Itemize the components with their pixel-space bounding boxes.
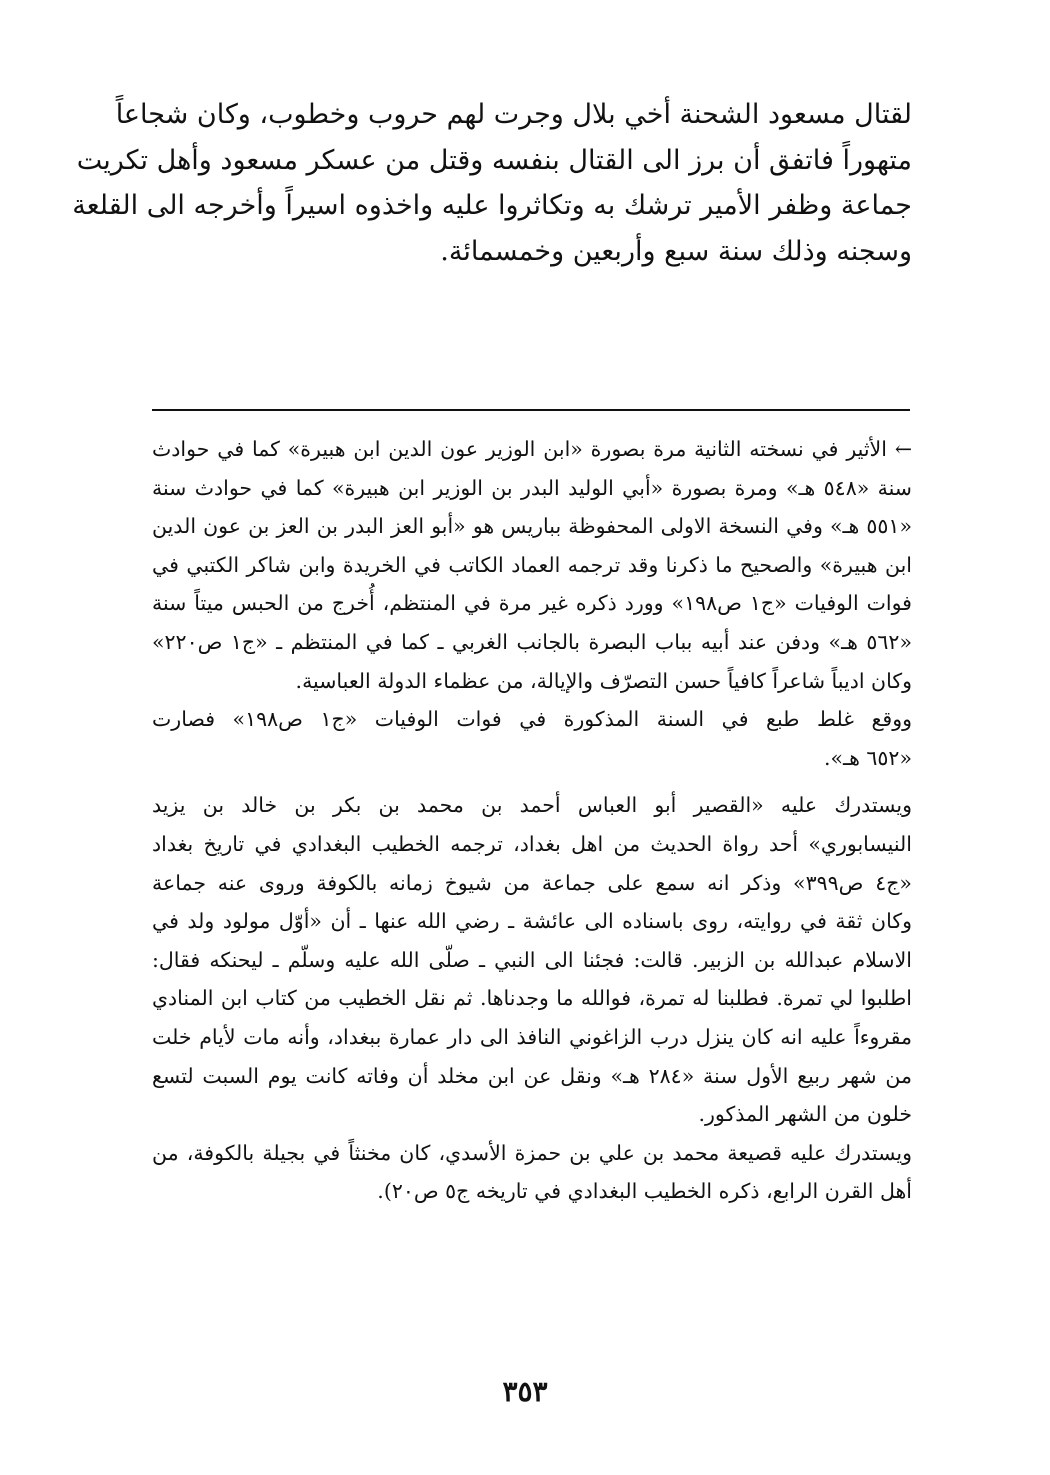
main-text-line: وسجنه وذلك سنة سبع وأربعين وخمسمائة. xyxy=(440,235,912,267)
footnote-line: ابن هبيرة» والصحيح ما ذكرنا وقد ترجمه العماد الكاتب في الخريدة وابن شاكر الكتبي في xyxy=(152,552,912,577)
footnote-line: «٥٥١ هـ» وفي النسخة الاولى المحفوظة بباريس هو «أبو العز البدر بن العز بن عون الدين xyxy=(152,514,912,539)
main-text-line: لقتال مسعود الشحنة أخي بلال وجرت لهم حروب وخطوب، وكان شجاعاً xyxy=(115,99,912,130)
footnote-paragraph xyxy=(152,786,912,1133)
main-text-line: جماعة وظفر الأمير ترشك به وتكاثروا عليه واخذوه اسيراً وأخرجه الى القلعة xyxy=(72,190,912,221)
footnote-line: النيسابوري» أحد رواة الحديث من اهل بغداد، ترجمه الخطيب البغدادي في تاريخ بغداد xyxy=(152,831,912,856)
footnote-line: «٦٥٢ هـ». xyxy=(824,745,912,770)
footnote-line: وكان ثقة في روايته، روى باسناده الى عائشة ـ رضي الله عنها ـ أن «أوّل مولود ولد في xyxy=(152,909,912,934)
footnote-line: أهل القرن الرابع، ذكره الخطيب البغدادي في تاريخه ج٥ ص٢٠). xyxy=(377,1179,912,1204)
footnote-line: ويستدرك عليه «القصير أبو العباس أحمد بن محمد بن بكر بن خالد بن يزيد xyxy=(152,793,912,818)
footnote-line: «ج٤ ص٣٩٩» وذكر انه سمع على جماعة من شيوخ زمانه بالكوفة وروى عنه جماعة xyxy=(152,870,912,895)
footnote-paragraph xyxy=(152,430,912,700)
footnote-line: مقروءاً عليه انه كان ينزل درب الزاغوني النافذ الى دار عمارة ببغداد، وأنه مات لأيام خلت xyxy=(152,1024,912,1049)
page-number: ٣٥٣ xyxy=(502,1375,548,1408)
footnote-paragraph xyxy=(152,700,912,777)
footnotes-block xyxy=(152,430,912,1211)
footnote-paragraph xyxy=(152,1134,912,1211)
footnote-line: وكان اديباً شاعراً كافياً حسن التصرّف والإيالة، من عظماء الدولة العباسية. xyxy=(295,668,912,693)
footnote-line: خلون من الشهر المذكور. xyxy=(698,1102,912,1127)
main-text-block xyxy=(72,92,912,274)
footnote-line: الاسلام عبدالله بن الزبير. قالت: فجئنا الى النبي ـ صلّى الله عليه وسلّم ـ ليحنكه فقال: xyxy=(152,947,912,972)
footnote-line: اطلبوا لي تمرة. فطلبنا له تمرة، فوالله ما وجدناها. ثم نقل الخطيب من كتاب ابن المنادي xyxy=(152,986,912,1011)
footnote-line: «٥٦٢ هـ» ودفن عند أبيه بباب البصرة بالجانب الغربي ـ كما في المنتظم ـ «ج١ ص٢٢٠» xyxy=(152,629,912,654)
footnote-separator-rule xyxy=(152,409,910,411)
footnote-line: سنة «٥٤٨ هـ» ومرة بصورة «أبي الوليد البدر بن الوزير ابن هبيرة» كما في حوادث سنة xyxy=(152,475,912,500)
footnote-line: فوات الوفيات «ج١ ص١٩٨» وورد ذكره غير مرة في المنتظم، أُخرج من الحبس ميتاً سنة xyxy=(152,591,912,616)
footnote-line: ووقع غلط طبع في السنة المذكورة في فوات الوفيات «ج١ ص١٩٨» فصارت xyxy=(152,707,912,732)
footnote-line: ← الأثير في نسخته الثانية مرة بصورة «ابن الوزير عون الدين ابن هبيرة» كما في حوادث xyxy=(152,437,912,461)
main-text-line: متهوراً فاتفق أن برز الى القتال بنفسه وقتل من عسكر مسعود وأهل تكريت xyxy=(76,144,912,176)
footnote-line: من شهر ربيع الأول سنة «٢٨٤ هـ» ونقل عن ابن مخلد أن وفاته كانت يوم السبت لتسع xyxy=(152,1063,912,1088)
footnote-line: ويستدرك عليه قصيعة محمد بن علي بن حمزة الأسدي، كان مخنثاً في بجيلة بالكوفة، من xyxy=(152,1140,912,1165)
